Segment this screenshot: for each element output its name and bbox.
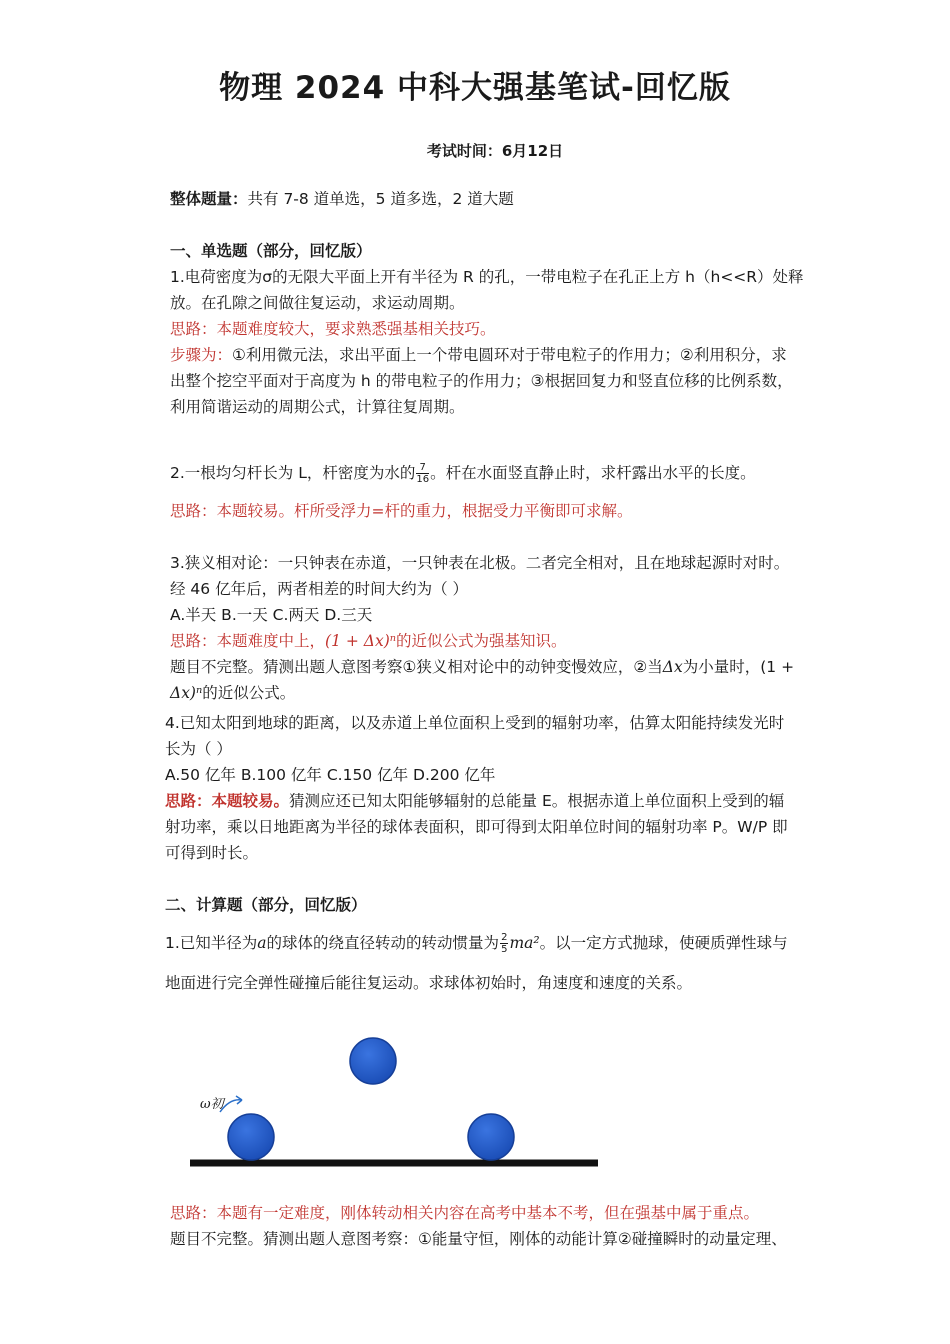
q3-note1-b: 为小量时，(1 +	[682, 658, 795, 676]
calc1-note: 题目不完整。猜测出题人意图考察：①能量守恒，刚体的动能计算②碰撞瞬时的动量定理、	[170, 1230, 787, 1248]
section1-heading: 一、单选题（部分，回忆版）	[170, 242, 372, 260]
calc1-text-c: 。以一定方式抛球，使硬质弹性球与	[539, 934, 788, 952]
q2-text-b: 。杆在水面竖直静止时，求杆露出水平的长度。	[430, 464, 756, 482]
q3-idea-b: 的近似公式为强基知识。	[396, 632, 567, 650]
exam-time: 考试时间：6月12日	[426, 142, 564, 160]
ball-end	[468, 1114, 514, 1160]
q3-note2-formula: Δx)ⁿ	[170, 684, 203, 702]
q3-line2: 经 46 亿年后，两者相差的时间大约为（ ）	[170, 580, 469, 598]
q4-line2: 长为（ ）	[165, 740, 232, 758]
q3-note2	[170, 680, 295, 706]
calc1-text-a: 1.已知半径为	[165, 934, 258, 952]
calc1-fraction	[500, 932, 508, 955]
page-title: 物理 2024 中科大强基笔试-回忆版	[219, 70, 731, 106]
overview-label: 整体题量：	[170, 190, 248, 208]
ball-start	[228, 1114, 274, 1160]
q3-note1-dx: Δx	[662, 658, 683, 676]
calc1-frac-den: 5	[501, 944, 508, 955]
q3-note2-b: 的近似公式。	[202, 684, 296, 702]
calc1-line1	[165, 930, 788, 956]
q1-line1: 1.电荷密度为σ的无限大平面上开有半径为 R 的孔，一带电粒子在孔正上方 h（h<<R）处释	[170, 268, 804, 286]
q1-steps1-text: ①利用微元法，求出平面上一个带电圆环对于带电粒子的作用力；②利用积分，求	[232, 346, 787, 364]
q3-note1	[170, 654, 794, 680]
calc1-idea: 思路：本题有一定难度，刚体转动相关内容在高考中基本不考，但在强基中属于重点。	[170, 1204, 760, 1222]
calc1-text-b: 的球体的绕直径转动的转动惯量为	[266, 934, 500, 952]
q1-steps2: 出整个挖空平面对于高度为 h 的带电粒子的作用力；③根据回复力和竖直位移的比例系数，	[170, 372, 793, 390]
q2-line	[170, 460, 756, 486]
section2-heading: 二、计算题（部分，回忆版）	[165, 896, 367, 914]
q2-fraction	[416, 462, 429, 485]
q1-steps-label: 步骤为：	[170, 346, 233, 364]
ball-bounce-diagram	[180, 1030, 620, 1180]
omega-label: ω初	[200, 1097, 224, 1112]
q2-idea: 思路：本题较易。杆所受浮力=杆的重力，根据受力平衡即可求解。	[170, 502, 633, 520]
calc1-formula: ma²	[509, 934, 540, 952]
q2-text-a: 2.一根均匀杆长为 L，杆密度为水的	[170, 464, 416, 482]
calc1-frac-num: 2	[501, 932, 508, 943]
q1-line2: 放。在孔隙之间做往复运动，求运动周期。	[170, 294, 465, 312]
calc1-var-a: a	[257, 934, 267, 952]
overview-line	[170, 186, 514, 212]
q3-options: A.半天 B.一天 C.两天 D.三天	[170, 606, 373, 624]
q4-idea-label: 思路：本题较易。	[165, 792, 290, 810]
overview-text: 共有 7-8 道单选，5 道多选，2 道大题	[247, 190, 514, 208]
q4-idea1	[165, 788, 784, 814]
q2-frac-den: 16	[416, 474, 430, 485]
q4-options: A.50 亿年 B.100 亿年 C.150 亿年 D.200 亿年	[165, 766, 496, 784]
q3-note1-a: 题目不完整。猜测出题人意图考察①狭义相对论中的动钟变慢效应，②当	[170, 658, 663, 676]
q1-steps1	[170, 342, 787, 368]
q3-idea-a: 思路：本题难度中上，	[170, 632, 326, 650]
q3-line1: 3.狭义相对论：一只钟表在赤道，一只钟表在北极。二者完全相对，且在地球起源时对时。	[170, 554, 790, 572]
q4-idea1-text: 猜测应还已知太阳能够辐射的总能量 E。根据赤道上单位面积上受到的辐	[289, 792, 785, 810]
calc1-line2: 地面进行完全弹性碰撞后能往复运动。求球体初始时，角速度和速度的关系。	[165, 974, 693, 992]
q4-idea2: 射功率，乘以日地距离为半径的球体表面积，即可得到太阳单位时间的辐射功率 P。W/P 即	[165, 818, 788, 836]
q2-frac-num: 7	[416, 462, 429, 474]
q4-line1: 4.已知太阳到地球的距离，以及赤道上单位面积上受到的辐射功率，估算太阳能持续发光时	[165, 714, 785, 732]
q1-idea: 思路：本题难度较大，要求熟悉强基相关技巧。	[170, 320, 496, 338]
q3-idea-formula: (1 + Δx)ⁿ	[325, 632, 397, 650]
q1-steps3: 利用简谐运动的周期公式，计算往复周期。	[170, 398, 465, 416]
q3-idea	[170, 628, 567, 654]
q4-idea3: 可得到时长。	[165, 844, 259, 862]
ball-apex	[350, 1038, 396, 1084]
